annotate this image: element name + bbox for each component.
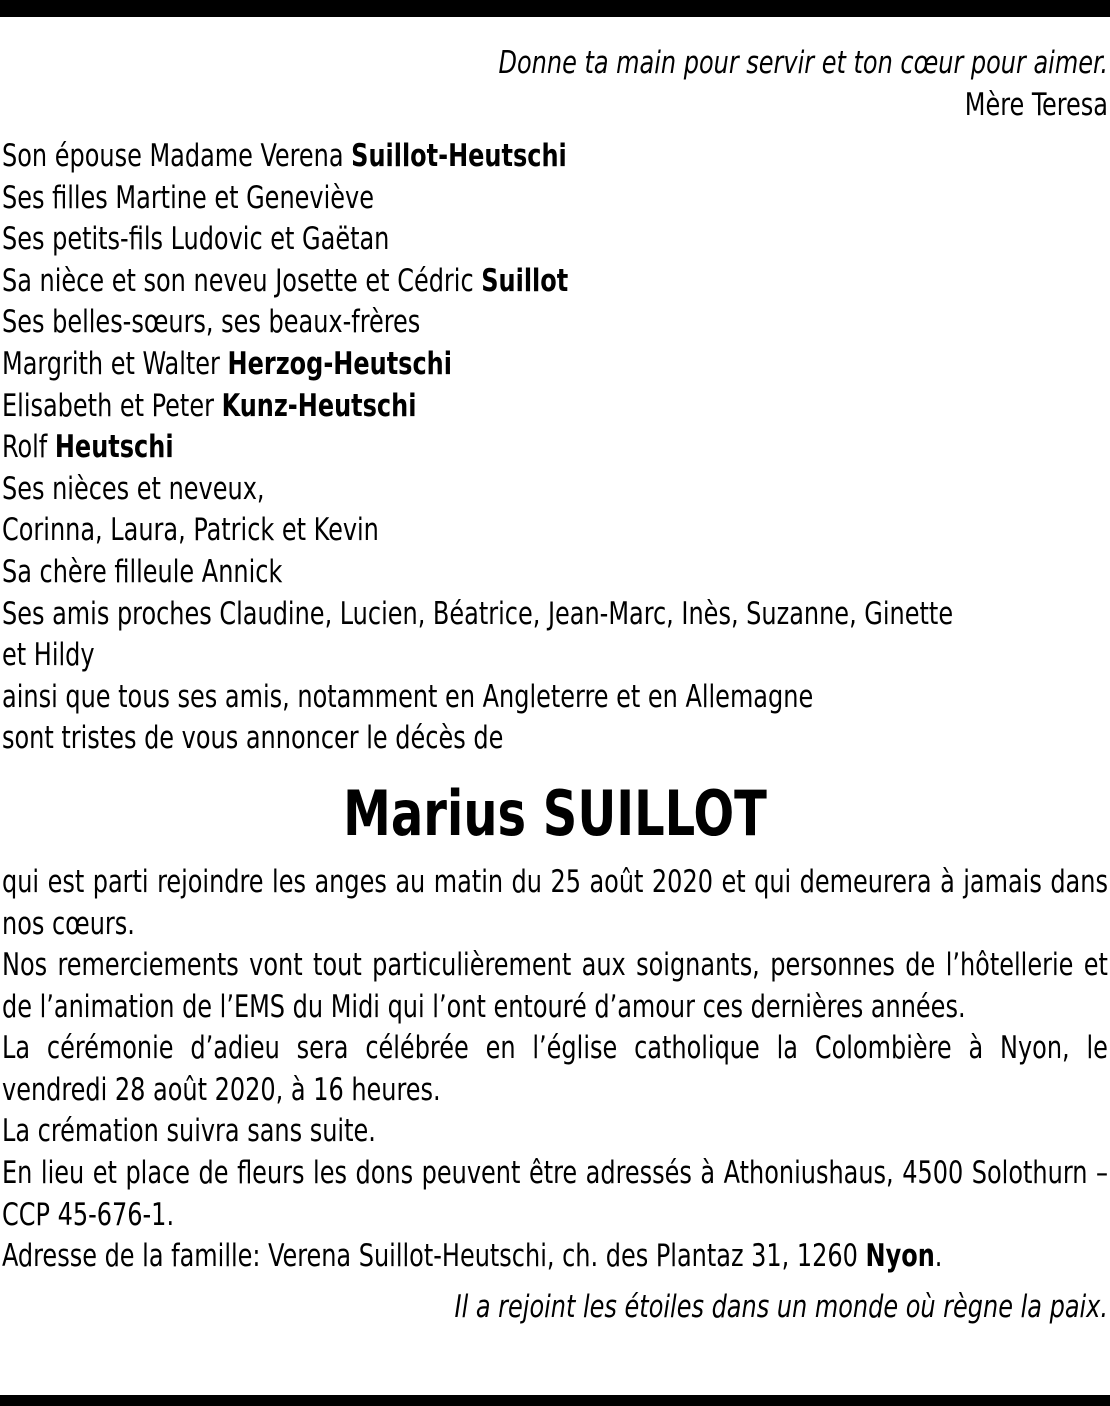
epigraph-quote: Donne ta main pour servir et ton cœur pour aimer. [498,45,1109,81]
obituary-notice [2,42,1108,1328]
bottom-rule [0,1395,1110,1406]
epigraph [157,42,1108,126]
ceremony-paragraph: La cérémonie d’adieu sera célébrée en l’église catholique la Colombière à Nyon, le vendredi 28 août 2020, à 16 heures. [2,1030,1108,1108]
family-line: Elisabeth et Peter Kunz-Heutschi [2,387,417,424]
passing-paragraph: qui est parti rejoindre les anges au matin du 25 août 2020 et qui demeurera à jamais dans nos cœurs. [2,863,1108,942]
family-address: Adresse de la famille: Verena Suillot-Heutschi, ch. des Plantaz 31, 1260 Nyon. [2,1238,943,1275]
donations-paragraph: En lieu et place de fleurs les dons peuvent être adressés à Athoniushaus, 4500 Solothurn – CCP 45-676-1. [2,1155,1108,1233]
epigraph-author: Mère Teresa [964,87,1108,123]
family-line: Ses petits-fils Ludovic et Gaëtan [2,221,390,258]
family-line: Corinna, Laura, Patrick et Kevin [2,512,379,549]
thanks-paragraph: Nos remerciements vont tout particulièrement aux soignants, personnes de l’hôtellerie et de l’animation de l’EMS du Midi qui l’ont entouré d’amour ces dernières années. [2,947,1108,1025]
family-line: Sa chère filleule Annick [2,553,283,590]
family-line: Son épouse Madame Verena Suillot-Heutschi [2,138,567,174]
family-line: ainsi que tous ses amis, notamment en Angleterre et en Allemagne [2,678,814,715]
cremation-paragraph: La crémation suivra sans suite. [2,1113,376,1150]
deceased-name: Marius SUILLOT [343,776,767,850]
notice-body [2,862,1108,1278]
family-line: et Hildy [2,637,95,674]
family-line: Sa nièce et son neveu Josette et Cédric Suillot [2,262,569,299]
family-line: Ses filles Martine et Geneviève [2,179,374,216]
family-line: sont tristes de vous annoncer le décès de [2,720,504,757]
family-line: Ses belles-sœurs, ses beaux-frères [2,304,421,341]
family-line: Rolf Heutschi [2,429,174,466]
family-line: Margrith et Walter Herzog-Heutschi [2,345,452,382]
family-list [2,136,953,760]
family-line: Ses amis proches Claudine, Lucien, Béatrice, Jean-Marc, Inès, Suzanne, Ginette [2,595,954,632]
family-line: Ses nièces et neveux, [2,470,265,507]
top-rule [0,0,1110,17]
closing-line: Il a rejoint les étoiles dans un monde où règne la paix. [454,1288,1109,1325]
